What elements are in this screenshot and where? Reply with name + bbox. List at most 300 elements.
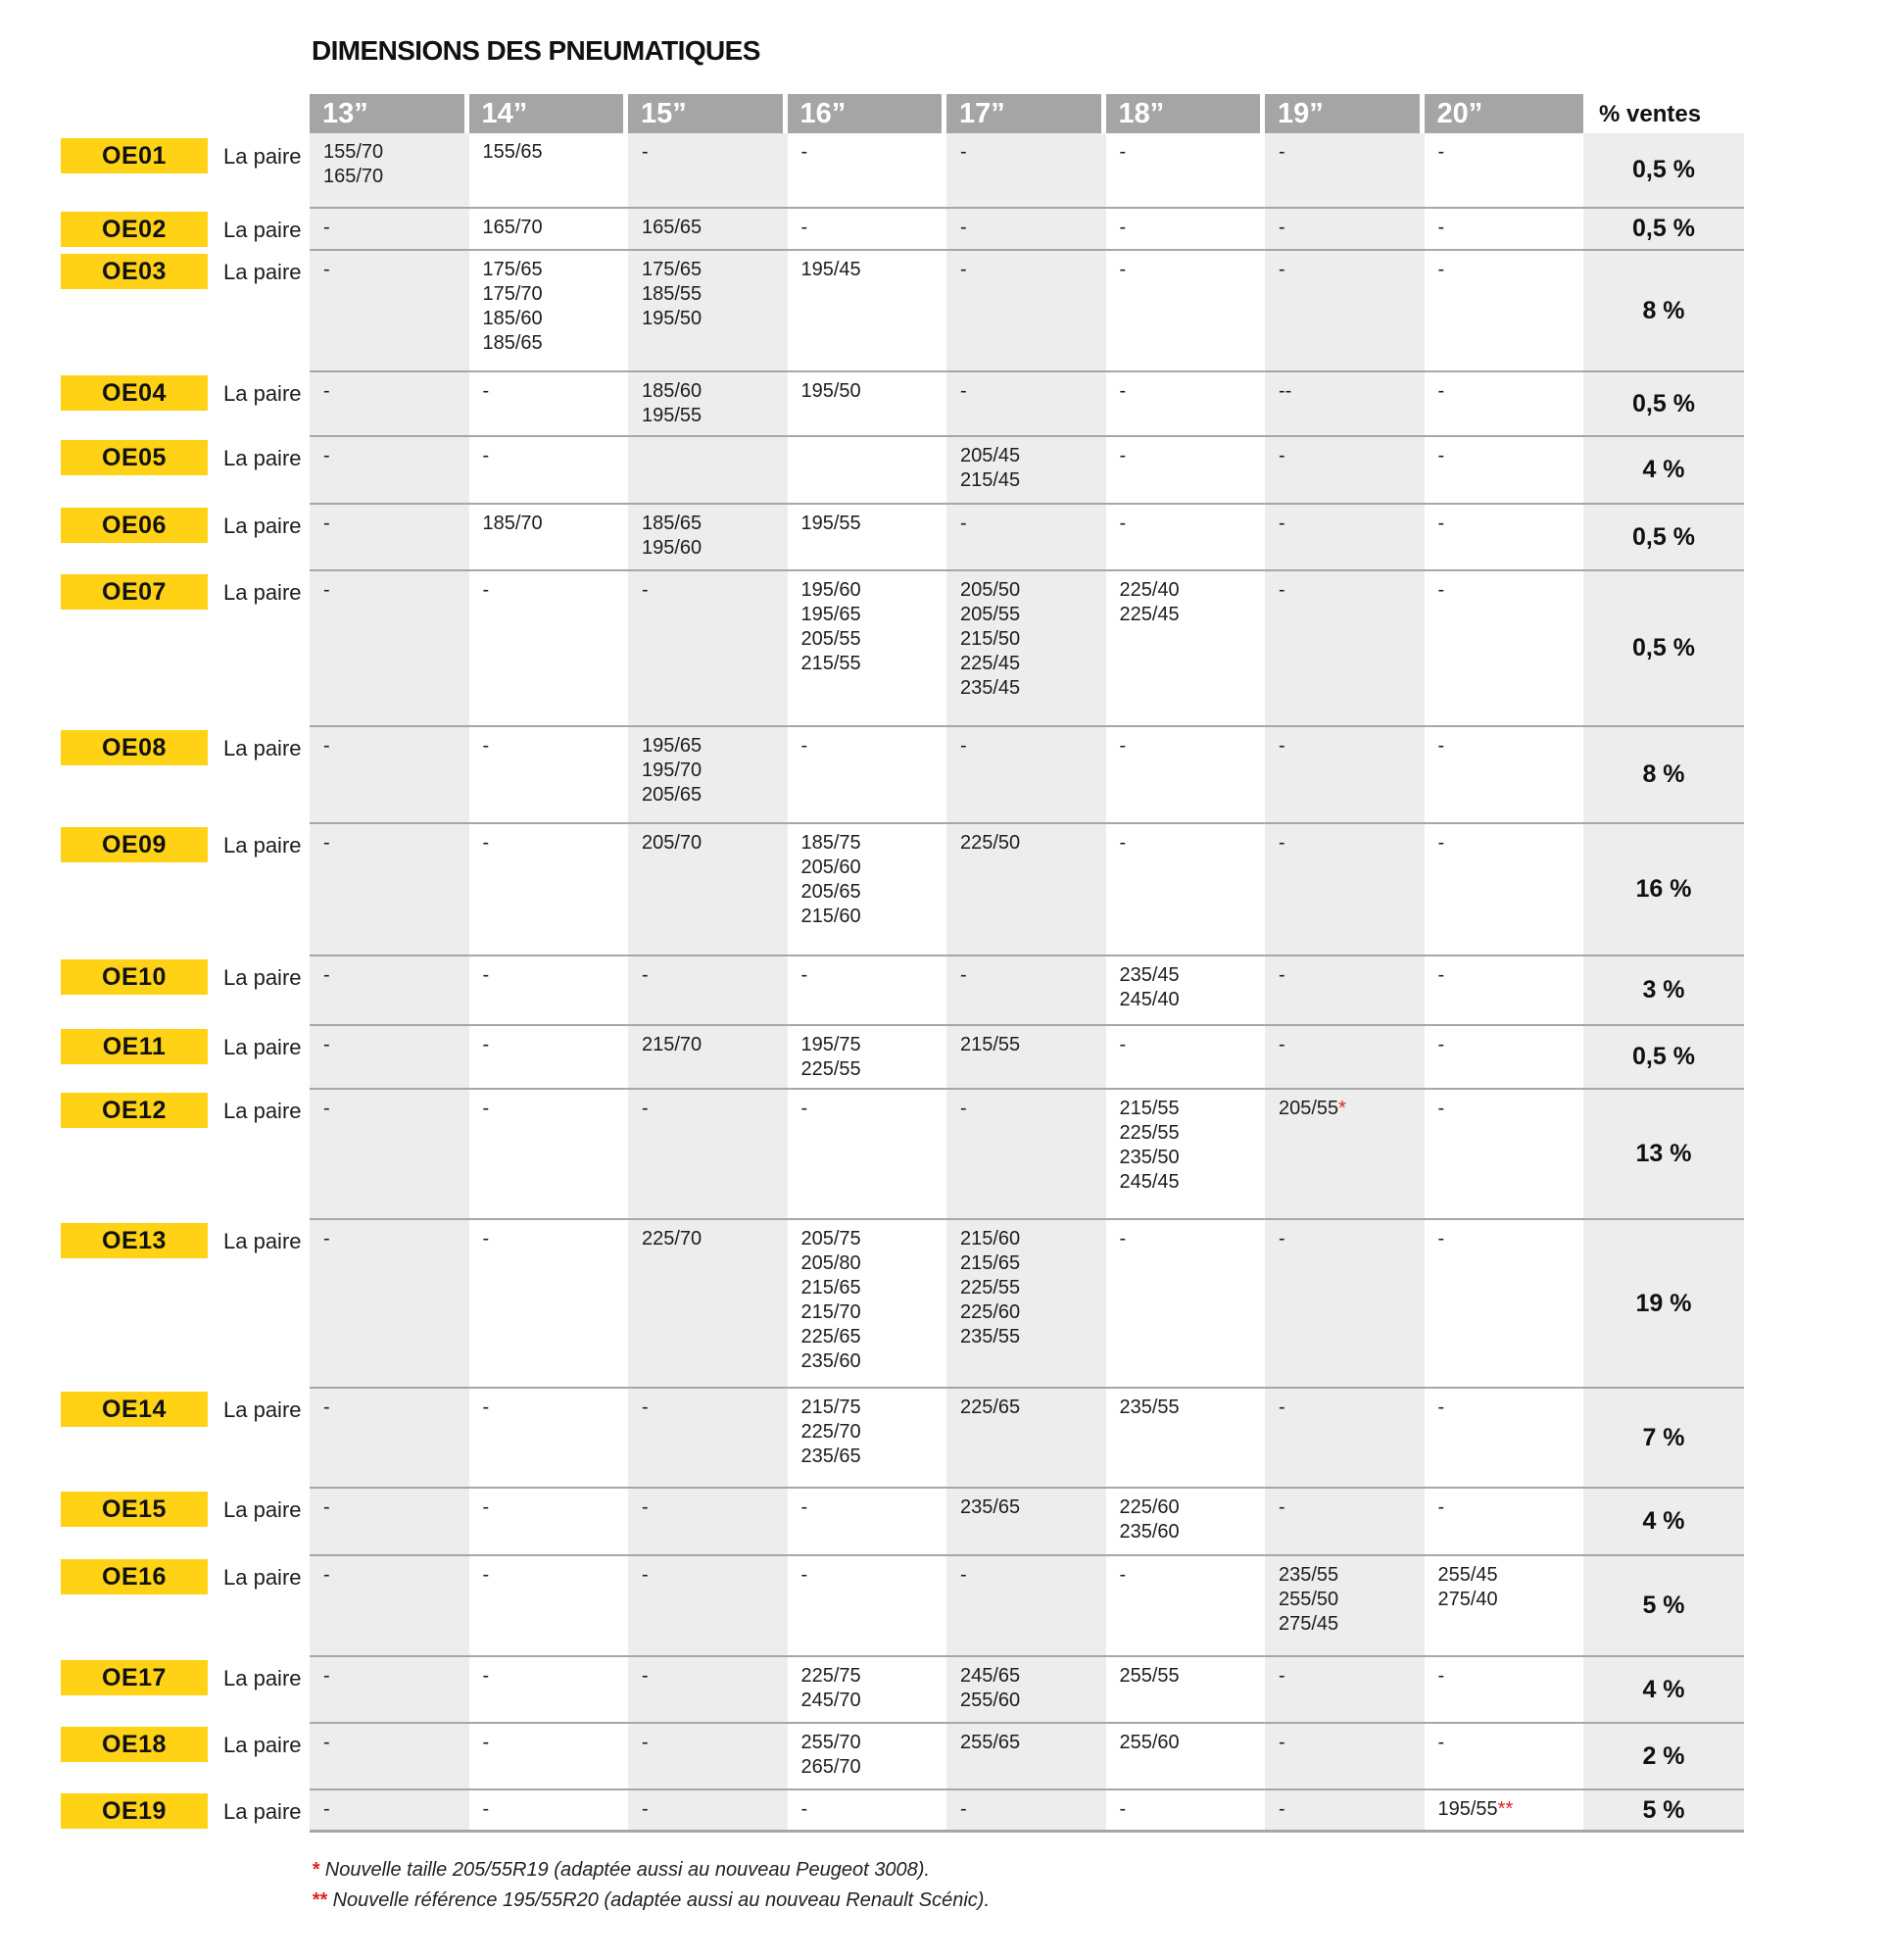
column-header-13in: 13” [310,94,469,133]
size-cell [628,372,788,435]
tire-size: 255/60 [1119,1732,1180,1753]
pair-label: La paire [223,514,302,538]
tire-size: 235/65 [800,1446,861,1467]
tire-size: - [1437,1098,1445,1119]
size-cell [1265,1389,1425,1487]
table-row-oe13 [61,1218,1744,1387]
size-cell [1265,824,1425,955]
tire-size: - [1279,832,1285,854]
tire-size: - [1119,513,1127,534]
tire-size: - [1119,445,1127,466]
size-cell [1106,437,1266,503]
row-badge: OE16 [61,1559,208,1594]
row-cells [310,822,1583,955]
size-cell [946,209,1106,249]
tire-size: 225/40 [1119,579,1180,601]
size-cell [788,1556,947,1655]
size-cell [1425,727,1584,822]
tire-size: - [323,1564,330,1586]
size-cell [1265,727,1425,822]
row-cells [310,370,1583,435]
table-row-oe16 [61,1554,1744,1655]
tire-size: 275/40 [1437,1589,1498,1610]
sales-cell: 0,5 % [1583,133,1744,207]
tire-size: 215/45 [960,469,1021,491]
pair-label: La paire [223,1666,302,1690]
pair-label: La paire [223,736,302,760]
size-cell [946,437,1106,503]
tire-size: - [323,964,330,986]
row-badge: OE08 [61,730,208,765]
tire-size: 195/65 [800,604,861,625]
pair-label: La paire [223,1229,302,1253]
size-cell [1106,824,1266,955]
size-cell [1425,1657,1584,1722]
tire-size: - [800,964,808,986]
size-cell [1425,372,1584,435]
size-cell [1425,1026,1584,1088]
row-gutter [61,1554,310,1655]
pair-label: La paire [223,260,302,284]
size-cell [310,571,469,725]
tire-size: 235/50 [1119,1147,1180,1168]
size-cell [788,1090,947,1218]
tire-size: - [1119,1798,1127,1820]
sales-cell: 4 % [1583,1487,1744,1554]
size-cell [946,824,1106,955]
size-cell [1106,1389,1266,1487]
tire-size: 245/65 [960,1665,1021,1687]
tire-size: - [323,832,330,854]
size-cell [469,437,629,503]
row-gutter [61,249,310,370]
column-header-18in: 18” [1106,94,1266,133]
size-cell [469,1724,629,1788]
size-cell [1425,133,1584,207]
tire-size: - [1437,1034,1445,1055]
size-cell [1265,372,1425,435]
row-badge: OE19 [61,1793,208,1829]
tire-size: - [323,217,330,238]
size-cell [1265,571,1425,725]
tire-size: - [482,964,490,986]
size-cell [788,727,947,822]
tire-size: 215/75 [800,1396,861,1418]
table-row-oe11 [61,1024,1744,1088]
tire-size: 245/70 [800,1690,861,1711]
tire-size: 245/45 [1119,1171,1180,1193]
size-cell [310,824,469,955]
row-badge: OE05 [61,440,208,475]
row-badge: OE06 [61,508,208,543]
tire-size: - [1119,1564,1127,1586]
size-cell [1425,1090,1584,1218]
tire-size: 195/50 [800,380,861,402]
tire-size: 195/60 [642,537,702,559]
row-badge: OE09 [61,827,208,862]
row-gutter [61,1722,310,1788]
tire-size: - [1437,735,1445,757]
tire-size: - [323,380,330,402]
tire-size: - [960,217,967,238]
size-cell [946,133,1106,207]
table-row-oe12 [61,1088,1744,1218]
tire-size: - [800,141,808,163]
table-row-oe14 [61,1387,1744,1487]
row-gutter [61,370,310,435]
tire-size: - [482,735,490,757]
tire-size: - [960,513,967,534]
size-cell [788,1657,947,1722]
size-cell [469,1556,629,1655]
size-cell [628,1790,788,1830]
row-gutter [61,955,310,1024]
tire-size: - [800,1798,808,1820]
size-cell [1425,1556,1584,1655]
size-cell [788,824,947,955]
size-cell [628,727,788,822]
row-cells [310,1088,1583,1218]
tire-size: - [323,579,330,601]
table-row-oe19 [61,1788,1744,1833]
row-cells [310,569,1583,725]
table-body [61,133,1744,1833]
row-cells [310,955,1583,1024]
size-cell [310,1657,469,1722]
row-cells [310,1387,1583,1487]
footnote-text: Nouvelle référence 195/55R20 (adaptée aussi au nouveau Renault Scénic). [332,1889,991,1911]
row-badge: OE03 [61,254,208,289]
row-gutter [61,1487,310,1554]
footnote-text: Nouvelle taille 205/55R19 (adaptée aussi au nouveau Peugeot 3008). [324,1859,930,1881]
size-cell [788,1790,947,1830]
tire-size: 255/50 [1279,1589,1339,1610]
tire-size: - [642,1665,649,1687]
table-row-oe10 [61,955,1744,1024]
row-cells [310,1655,1583,1722]
tire-size: - [1279,445,1285,466]
tire-size: 215/55 [800,653,861,674]
row-gutter [61,1788,310,1833]
pair-label: La paire [223,1497,302,1522]
tire-size: - [482,1034,490,1055]
size-cell [946,1556,1106,1655]
size-cell [628,1026,788,1088]
tire-size: - [960,735,967,757]
tire-size: - [642,579,649,601]
tire-size: - [960,380,967,402]
tire-size: - [482,445,490,466]
tire-size: - [1119,1228,1127,1250]
tire-size: 195/70 [642,760,702,781]
tire-size: - [1437,259,1445,280]
tire-size: - [1279,259,1285,280]
tire-size: 185/55 [642,283,702,305]
tire-size: - [323,1098,330,1119]
size-cell [1265,133,1425,207]
page-title: DIMENSIONS DES PNEUMATIQUES [312,35,760,66]
size-cell [1106,133,1266,207]
tire-size: 205/55* [1279,1098,1346,1119]
tire-size: - [960,141,967,163]
tire-size: - [1279,579,1285,601]
sales-cell: 3 % [1583,955,1744,1024]
size-cell [1106,1790,1266,1830]
tire-size: 225/65 [960,1396,1021,1418]
size-cell [469,956,629,1024]
sales-cell: 0,5 % [1583,1024,1744,1088]
tire-size: - [482,579,490,601]
size-cell [310,133,469,207]
size-cell [1265,251,1425,370]
size-cell [788,209,947,249]
size-cell [628,1556,788,1655]
size-cell [469,727,629,822]
size-cell [1265,1489,1425,1554]
pair-label: La paire [223,218,302,242]
tire-size: 225/60 [960,1301,1021,1323]
row-gutter [61,1088,310,1218]
sales-cell: 4 % [1583,435,1744,503]
tire-size: 165/70 [482,217,543,238]
size-cell [628,1389,788,1487]
column-header-17in: 17” [946,94,1106,133]
tire-size: 205/45 [960,445,1021,466]
sales-cell: 5 % [1583,1788,1744,1833]
footnote [312,1886,990,1916]
tire-size: - [323,1732,330,1753]
row-badge: OE11 [61,1029,208,1064]
tire-size: 235/60 [800,1350,861,1372]
pair-label: La paire [223,1397,302,1422]
size-cell [310,727,469,822]
table-row-oe06 [61,503,1744,569]
size-cell [469,1220,629,1387]
row-badge: OE14 [61,1392,208,1427]
row-cells [310,133,1583,207]
tire-size: - [642,1396,649,1418]
tire-size: 215/70 [800,1301,861,1323]
tire-size: 205/75 [800,1228,861,1250]
header-gutter [61,94,310,133]
row-cells [310,435,1583,503]
tire-size: - [642,964,649,986]
tire-size: - [642,1098,649,1119]
size-cell [946,727,1106,822]
size-cell [628,1657,788,1722]
table-row-oe02 [61,207,1744,249]
row-badge: OE04 [61,375,208,411]
size-cell [469,1026,629,1088]
sales-cell: 0,5 % [1583,569,1744,725]
tire-size: - [1437,380,1445,402]
size-cell [310,251,469,370]
size-cell [1106,209,1266,249]
tire-size: - [1119,832,1127,854]
size-cell [946,372,1106,435]
tire-size: 195/55 [642,405,702,426]
size-cell [310,372,469,435]
tire-size: 215/60 [800,906,861,927]
size-cell [1425,1790,1584,1830]
size-cell [469,824,629,955]
tire-size: - [800,217,808,238]
size-cell [946,251,1106,370]
tire-size: - [482,1098,490,1119]
column-header-19in: 19” [1265,94,1425,133]
size-cell [1106,251,1266,370]
tire-size: - [1119,259,1127,280]
footnotes [312,1855,990,1916]
size-cell [628,1090,788,1218]
size-cell [1265,505,1425,569]
size-cell [310,1389,469,1487]
table-row-oe17 [61,1655,1744,1722]
tire-size: 225/50 [960,832,1021,854]
column-header-20in: 20” [1425,94,1584,133]
sales-cell: 0,5 % [1583,207,1744,249]
tire-size: - [482,832,490,854]
pair-label: La paire [223,381,302,406]
size-cell [469,1657,629,1722]
size-cell [788,1389,947,1487]
size-cell [1106,372,1266,435]
tire-size: 185/70 [482,513,543,534]
tire-size: - [482,380,490,402]
size-cell [1265,1090,1425,1218]
tire-size: 205/60 [800,857,861,878]
tire-size: - [482,1396,490,1418]
size-cell [1425,824,1584,955]
size-cell [469,1790,629,1830]
size-cell [628,1489,788,1554]
tire-size: 175/65 [482,259,543,280]
tire-size: - [1437,1496,1445,1518]
tire-size: - [642,1732,649,1753]
table-header-row [61,94,1744,133]
sales-cell: 2 % [1583,1722,1744,1788]
row-gutter [61,207,310,249]
tire-size: - [482,1665,490,1687]
size-cell [1106,505,1266,569]
tire-size: 225/45 [1119,604,1180,625]
tire-size: 225/60 [1119,1496,1180,1518]
tire-size: - [323,1396,330,1418]
tire-size: - [323,445,330,466]
size-cell [310,1489,469,1554]
size-cell [1106,1724,1266,1788]
table-row-oe18 [61,1722,1744,1788]
tire-size: - [960,1798,967,1820]
tire-size: - [1279,1228,1285,1250]
row-cells [310,1722,1583,1788]
tire-size: 155/70 [323,141,384,163]
row-cells [310,1024,1583,1088]
size-cell [788,1026,947,1088]
pair-label: La paire [223,446,302,470]
tire-size: - [1437,1665,1445,1687]
size-cell [946,505,1106,569]
row-cells [310,1487,1583,1554]
size-cell [469,133,629,207]
row-cells [310,1218,1583,1387]
tire-size: - [1279,1665,1285,1687]
size-cell [946,1220,1106,1387]
tire-size: 235/55 [1119,1396,1180,1418]
row-badge: OE15 [61,1492,208,1527]
footnote-marker: * [312,1859,319,1881]
row-gutter [61,1024,310,1088]
tire-size: 245/40 [1119,989,1180,1010]
tire-size: 225/55 [800,1058,861,1080]
row-gutter [61,435,310,503]
size-cell [469,1389,629,1487]
tire-size: 255/55 [1119,1665,1180,1687]
size-cell [628,133,788,207]
size-cell [946,1724,1106,1788]
tire-size: - [960,259,967,280]
tire-size: - [1437,1228,1445,1250]
tire-dimensions-table [61,94,1744,1833]
size-cell [1425,209,1584,249]
size-cell [469,209,629,249]
size-cell [1265,1026,1425,1088]
tire-size: 235/55 [1279,1564,1339,1586]
size-cell [1425,956,1584,1024]
tire-size: - [323,735,330,757]
size-cell [469,571,629,725]
tire-size: - [1279,513,1285,534]
row-cells [310,503,1583,569]
size-cell [628,209,788,249]
sales-cell: 0,5 % [1583,503,1744,569]
size-cell [946,1389,1106,1487]
row-badge: OE17 [61,1660,208,1695]
size-cell [1265,1724,1425,1788]
tire-size: 185/60 [482,308,543,329]
tire-size: 195/65 [642,735,702,757]
tire-size: - [1437,445,1445,466]
tire-size: - [1119,217,1127,238]
size-cell [1106,1657,1266,1722]
pair-label: La paire [223,1099,302,1123]
tire-size: 235/45 [960,677,1021,699]
tire-size: - [323,1496,330,1518]
size-cell [628,956,788,1024]
tire-size: 255/60 [960,1690,1021,1711]
row-gutter [61,133,310,207]
size-cell [1106,956,1266,1024]
size-cell [788,133,947,207]
row-gutter [61,569,310,725]
tire-size: 185/75 [800,832,861,854]
row-cells [310,207,1583,249]
tire-size: - [1119,1034,1127,1055]
size-cell [628,1220,788,1387]
sales-cell: 7 % [1583,1387,1744,1487]
tire-size: 205/65 [642,784,702,806]
sales-cell: 8 % [1583,249,1744,370]
tire-size: -- [1279,380,1292,402]
table-row-oe01 [61,133,1744,207]
size-cell [628,1724,788,1788]
size-cell [1106,1489,1266,1554]
tire-size: 205/55 [800,628,861,650]
row-badge: OE18 [61,1727,208,1762]
tire-size: - [960,1098,967,1119]
pair-label: La paire [223,144,302,169]
pair-label: La paire [223,580,302,605]
